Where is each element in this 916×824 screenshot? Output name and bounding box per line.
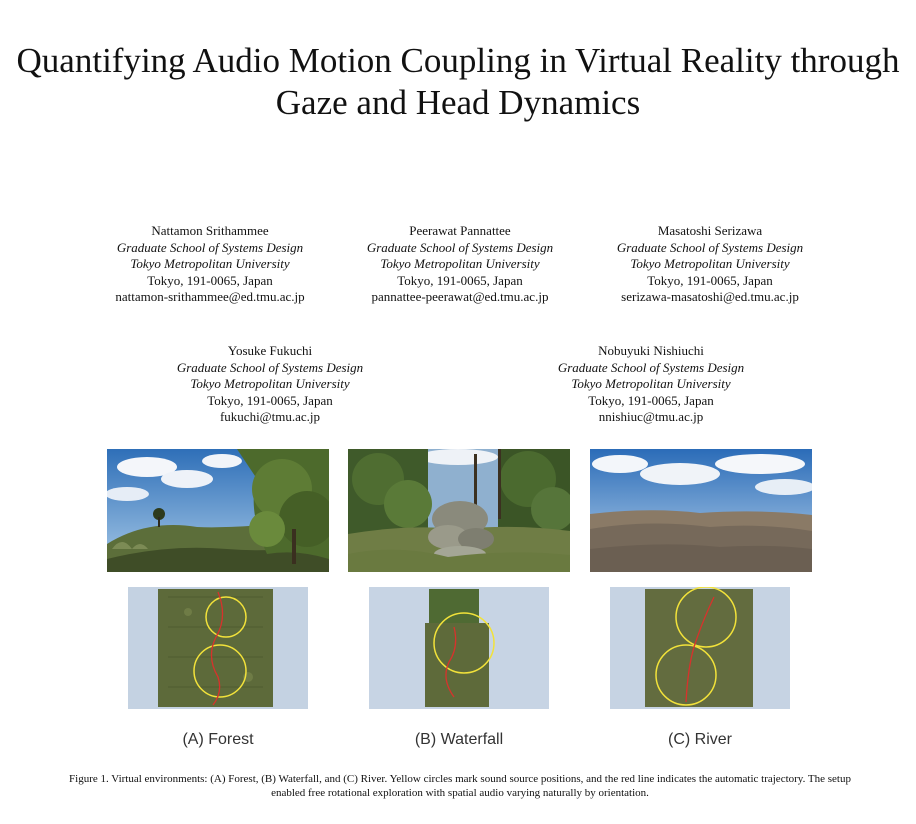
- waterfall-scene-render: [348, 449, 570, 572]
- author-name: Nobuyuki Nishiuchi: [598, 343, 704, 358]
- author-name: Peerawat Pannattee: [409, 223, 511, 238]
- author-block: [595, 223, 825, 306]
- author-univ: Tokyo Metropolitan University: [130, 256, 290, 271]
- author-univ: Tokyo Metropolitan University: [571, 376, 731, 391]
- author-name: Yosuke Fukuchi: [227, 343, 313, 358]
- author-email[interactable]: serizawa-masatoshi@ed.tmu.ac.jp: [621, 289, 799, 304]
- author-block: [536, 343, 766, 426]
- author-address: Tokyo, 191-0065, Japan: [207, 392, 333, 408]
- subfigure-label-river: (C) River: [668, 731, 732, 748]
- author-univ: Tokyo Metropolitan University: [380, 256, 540, 271]
- author-block: [155, 343, 385, 426]
- author-dept: Graduate School of Systems Design: [176, 359, 364, 375]
- author-dept: Graduate School of Systems Design: [616, 239, 804, 255]
- author-email[interactable]: pannattee-peerawat@ed.tmu.ac.jp: [371, 289, 549, 304]
- forest-map: [128, 587, 308, 709]
- author-name: Nattamon Srithammee: [151, 223, 269, 238]
- author-email[interactable]: nnishiuc@tmu.ac.jp: [598, 409, 704, 424]
- author-email[interactable]: nattamon-srithammee@ed.tmu.ac.jp: [115, 289, 305, 304]
- author-email[interactable]: fukuchi@tmu.ac.jp: [219, 409, 321, 424]
- author-univ: Tokyo Metropolitan University: [190, 376, 350, 391]
- author-address: Tokyo, 191-0065, Japan: [147, 272, 273, 288]
- author-dept: Graduate School of Systems Design: [366, 239, 554, 255]
- author-block: [95, 223, 325, 306]
- subfigure-label-waterfall: (B) Waterfall: [414, 731, 504, 748]
- forest-scene-render: [107, 449, 329, 572]
- author-univ: Tokyo Metropolitan University: [630, 256, 790, 271]
- subfigure-label-forest: (A) Forest: [182, 731, 254, 748]
- author-dept: Graduate School of Systems Design: [116, 239, 304, 255]
- paper-title: Quantifying Audio Motion Coupling in Virtual Reality through Gaze and Head Dynamics: [16, 41, 900, 122]
- river-map: [610, 587, 790, 709]
- author-address: Tokyo, 191-0065, Japan: [397, 272, 523, 288]
- author-address: Tokyo, 191-0065, Japan: [647, 272, 773, 288]
- author-address: Tokyo, 191-0065, Japan: [588, 392, 714, 408]
- river-scene-render: [590, 449, 812, 572]
- author-name: Masatoshi Serizawa: [657, 223, 763, 238]
- author-block: [345, 223, 575, 306]
- author-dept: Graduate School of Systems Design: [557, 359, 745, 375]
- figure-caption: Figure 1. Virtual environments: (A) Forest, (B) Waterfall, and (C) River. Yellow circles mark sound source positions, and the red line indicates the automatic trajectory. The setup enabled free rotational exploration with spatial audio varying naturally by orientation.: [69, 773, 851, 799]
- waterfall-map: [369, 587, 549, 709]
